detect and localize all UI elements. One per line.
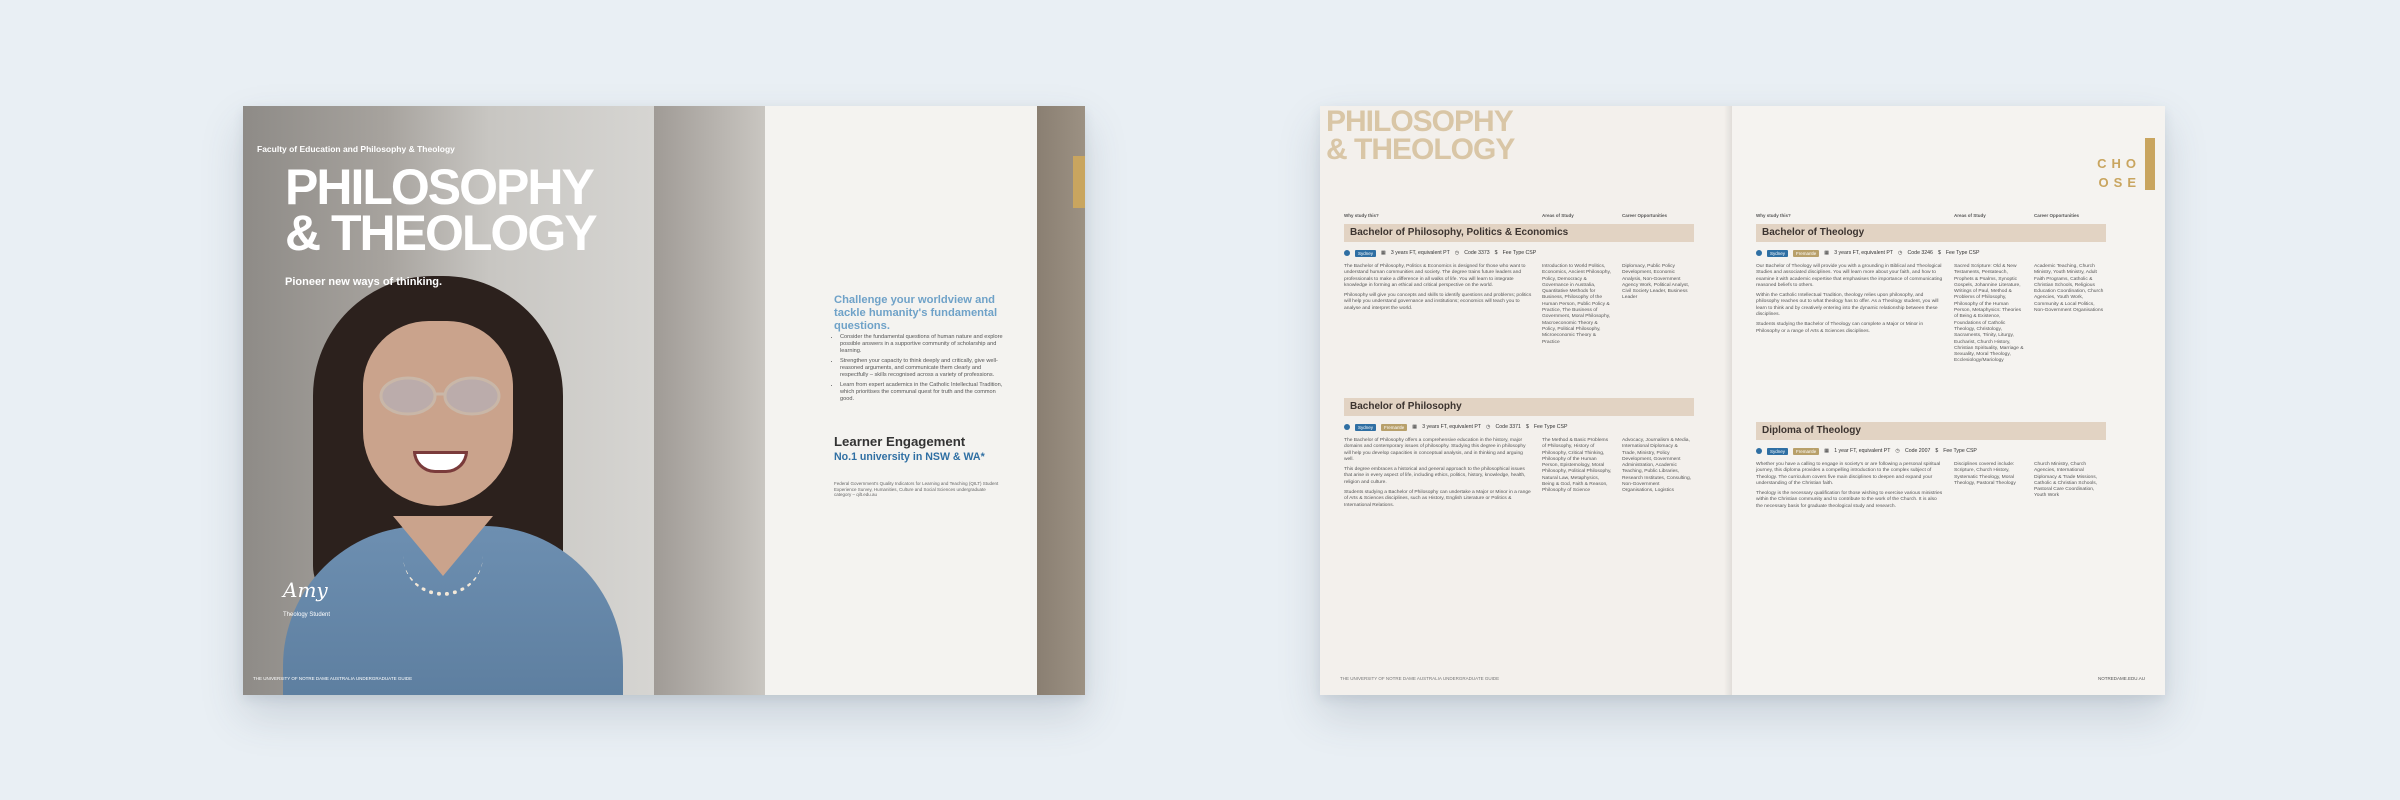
career-opportunities: Academic Teaching, Church Ministry, Youth Ministry, Adult Faith Programs, Catholic & Christian Schools, Religious Education Coordination, Church Agencies, Youth Work, Community & Local Politics, Non-Government Organisations xyxy=(2034,264,2104,314)
program-title: Bachelor of Philosophy, Politics & Economics xyxy=(1344,224,1694,242)
col-head-careers: Career Opportunities xyxy=(1622,213,1668,218)
cover-title-line1: PHILOSOPHY xyxy=(285,159,593,215)
description-para: The Bachelor of Philosophy offers a comprehensive education in the history, major domains and contemporary issues of philosophy. Studying this degree in philosophy will help you develop capacities in conceptual analysis, and in thinking and arguing well. xyxy=(1344,438,1526,462)
program-meta xyxy=(1344,420,1694,434)
campus-tag: Sydney xyxy=(1767,250,1788,257)
engagement-subtitle: No.1 university in NSW & WA* xyxy=(834,451,985,463)
duration-text: 3 years FT, equivalent PT xyxy=(1390,250,1450,256)
program-block xyxy=(1756,422,2106,514)
program-description xyxy=(1344,438,1532,513)
fee-icon: $ xyxy=(1935,448,1939,454)
areas-of-study: Sacred Scripture: Old & New Testaments, Pentateuch, Prophets & Psalms, Synoptic Gospels, Johannine Literature, Writings of Paul, Method & Problems of Philosophy, Philosophy of the Human Person, Metaphysics: Theories of Being & Existence, Foundations of Catholic Theology, Christology, Sacraments, Trinity, Liturgy, Eucharist, Church History, Christian Spirituality, Marriage & Sexuality, Moral Theology, Ecclesiology/Mariology xyxy=(1954,264,2024,364)
section-title xyxy=(1326,108,1514,164)
student-signature: Amy xyxy=(283,578,328,602)
section-tab xyxy=(2145,138,2155,190)
glasses-graphic xyxy=(370,374,510,419)
location-icon xyxy=(1756,250,1762,256)
description-para: Within the Catholic Intellectual Tradition, theology relies upon philosophy, and philosophy reaches out to what theology has to offer. As a Theology student, you will learn to think and by creatively entering into the dynamic relationship between these disciplines. xyxy=(1756,293,1939,318)
career-opportunities: Church Ministry, Church Agencies, International Diplomacy & Trade Missions, Catholic & Christian Schools, Pastoral Care Coordination, Youth Work xyxy=(2034,462,2098,499)
description-para: The Bachelor of Philosophy, Politics & Economics is designed for those who want to understand human communities and society. The degree trains future leaders and professionals to make a difference in all walks of life. You will learn to integrate knowledge in forming an ethical and critical perspective on the world. xyxy=(1344,264,1526,288)
duration-text: 3 years FT, equivalent PT xyxy=(1422,424,1482,430)
page-footer: NOTREDAME.EDU.AU xyxy=(2097,676,2145,681)
location-icon xyxy=(1344,250,1350,256)
fee-icon: $ xyxy=(1525,424,1529,430)
intro-bullets xyxy=(834,334,1004,406)
engagement-title: Learner Engagement xyxy=(834,434,966,449)
program-title: Diploma of Theology xyxy=(1756,422,2106,440)
calendar-icon: ▦ xyxy=(1824,250,1830,256)
location-icon xyxy=(1344,424,1350,430)
fee-type: Fee Type CSP xyxy=(1533,424,1568,430)
faculty-label: Faculty of Education and Philosophy & Theology xyxy=(257,144,455,154)
description-para: Whether you have a calling to engage in society's or are following a personal spiritual journey, this diploma provides a compelling introduction to the complex subject of Theology. The curriculum covers five main disciplines to deepen and expand your understanding of the Christian faith. xyxy=(1756,462,1941,486)
cover-page xyxy=(243,106,654,695)
bullet-item: • Consider the fundamental questions of human nature and explore possible answers in a supportive community of scholarship and learning. xyxy=(840,334,1004,355)
description-para: Theology is the necessary qualification for those wishing to exercise various ministries within the Christian community and to contribute to the work of the Church. It is also the necessary basis for graduate theological study and research. xyxy=(1756,491,1943,509)
code-icon: ◷ xyxy=(1454,250,1460,256)
engagement-footnote: Federal Government's Quality Indicators for Learning and Teaching (QILT) Student Experience Survey, Humanities, Culture and Social Sciences undergraduate category – qilt.edu.au xyxy=(834,481,999,497)
brochure-spread-intro xyxy=(243,106,1085,695)
calendar-icon: ▦ xyxy=(1381,250,1386,256)
program-meta xyxy=(1344,246,1694,260)
description-para: Students studying the Bachelor of Theology can complete a Major or Minor in Philosophy or a range of Arts & Sciences disciplines. xyxy=(1756,322,1924,334)
career-opportunities: Advocacy, Journalism & Media, International Diplomacy & Trade, Ministry, Policy Development, Government Administration, Academic Teaching, Public Libraries, Research Institutes, Consulting, Non-Government Organisations, Logistics xyxy=(1622,438,1692,494)
calendar-icon: ▦ xyxy=(1824,448,1830,454)
programs-left-page xyxy=(1320,106,1732,695)
cover-tagline: Pioneer new ways of thinking. xyxy=(285,276,443,288)
calendar-icon: ▦ xyxy=(1412,424,1418,430)
code-icon: ◷ xyxy=(1895,448,1900,454)
cover-title-line2: & THEOLOGY xyxy=(285,205,596,261)
campus-tag: Fremantle xyxy=(1793,448,1819,455)
program-description xyxy=(1344,264,1532,346)
duration-text: 3 years FT, equivalent PT xyxy=(1834,250,1894,256)
section-title-line2: & THEOLOGY xyxy=(1326,133,1515,166)
program-block xyxy=(1344,398,1694,513)
col-head-why: Why study this? xyxy=(1756,213,1791,218)
course-code: Code 3371 xyxy=(1495,424,1521,430)
col-head-careers: Career Opportunities xyxy=(2034,213,2080,218)
fee-type: Fee Type CSP xyxy=(1945,250,1980,256)
description-para: Philosophy will give you concepts and skills to identify questions and problems; politics will help you understand governance and institutions; economics will teach you to analyse and interpret the world. xyxy=(1344,293,1532,311)
choose-heading xyxy=(2097,154,2141,192)
intro-page xyxy=(654,106,1085,695)
bullet-item: • Learn from expert academics in the Catholic Intellectual Tradition, which prioritises the communal quest for truth and the common good. xyxy=(840,382,1004,403)
career-opportunities: Diplomacy, Public Policy Development, Economic Analysis, Non-Government Agency Work, Political Analyst, Civil Society Leader, Business Leader xyxy=(1622,264,1690,301)
program-meta xyxy=(1756,246,2106,260)
campus-tag: Sydney xyxy=(1355,250,1376,257)
program-block xyxy=(1344,224,1694,346)
bullet-item: • Strengthen your capacity to think deeply and critically, give well-reasoned arguments, and communicate them clearly and respectfully – skills recognised across a variety of professions. xyxy=(840,358,1004,379)
fee-type: Fee Type CSP xyxy=(1502,250,1537,256)
course-code: Code 3246 xyxy=(1907,250,1933,256)
section-title-line1: PHILOSOPHY xyxy=(1326,106,1513,138)
campus-tag: Fremantle xyxy=(1793,250,1819,257)
description-para: This degree embraces a historical and general approach to the philosophical issues that arise in every aspect of life, including ethics, politics, history, knowledge, health, religion and culture. xyxy=(1344,467,1526,485)
campus-tag: Sydney xyxy=(1355,424,1376,431)
fee-icon: $ xyxy=(1937,250,1941,256)
programs-right-page xyxy=(1732,106,2165,695)
choose-line2: OSE xyxy=(2098,175,2141,190)
description-para: Our Bachelor of Theology will provide you with a grounding in Biblical and Theological Studies and associated disciplines. You will learn more about your faith, and how to examine it with academic expertise that emphasises the importance of communicating reasoned beliefs to others. xyxy=(1756,264,1943,288)
fee-icon: $ xyxy=(1494,250,1498,256)
page-footer: THE UNIVERSITY OF NOTRE DAME AUSTRALIA UNDERGRADUATE GUIDE xyxy=(1340,676,1500,681)
intro-headline: Challenge your worldview and tackle humanity's fundamental questions. xyxy=(834,294,998,332)
areas-of-study: Introduction to World Politics, Economics, Ancient Philosophy, Policy, Democracy & Governance in Australia, Quantitative Methods for Business, Philosophy of the Human Person, Public Policy & Practice, The Business of Government, Moral Philosophy, Macroeconomic Theory & Policy, Political Philosophy, Microeconomic Theory & Practice xyxy=(1542,264,1611,345)
duration-text: 1 year FT, equivalent PT xyxy=(1834,448,1891,454)
fee-type: Fee Type CSP xyxy=(1943,448,1977,454)
photo-continuation xyxy=(654,106,765,695)
location-icon xyxy=(1756,448,1762,454)
code-icon: ◷ xyxy=(1486,424,1491,430)
col-head-areas: Areas of Study xyxy=(1542,213,1574,218)
program-title: Bachelor of Theology xyxy=(1756,224,2106,242)
page-footer: THE UNIVERSITY OF NOTRE DAME AUSTRALIA UNDERGRADUATE GUIDE xyxy=(253,676,413,681)
program-description xyxy=(1756,264,1944,365)
course-code: Code 3373 xyxy=(1464,250,1490,256)
brochure-spread-programs xyxy=(1320,106,2165,695)
col-head-areas: Areas of Study xyxy=(1954,213,1986,218)
program-block xyxy=(1756,224,2106,365)
col-head-why: Why study this? xyxy=(1344,213,1379,218)
description-para: Students studying a Bachelor of Philosophy can undertake a Major or Minor in a range of Arts & Sciences disciplines, such as History, English Literature or Politics & International Relations. xyxy=(1344,490,1531,508)
campus-tag: Sydney xyxy=(1767,448,1788,455)
areas-of-study: Disciplines covered include: Scripture, Church History, Systematic Theology, Moral Theology, Pastoral Theology xyxy=(1954,462,2016,486)
campus-tag: Fremantle xyxy=(1381,424,1407,431)
choose-line1: CHO xyxy=(2097,156,2141,171)
program-description xyxy=(1756,462,1944,514)
student-caption: Theology Student xyxy=(283,612,331,618)
code-icon: ◷ xyxy=(1898,250,1903,256)
areas-of-study: The Method & Basic Problems of Philosophy, History of Philosophy, Critical Thinking, Philosophy of the Human Person, Epistemology, Moral Philosophy, Political Philosophy, Natural Law, Metaphysics, Being & God, Faith & Reason, Philosophy of Science xyxy=(1542,438,1612,494)
cover-title xyxy=(285,159,596,261)
program-meta xyxy=(1756,444,2106,458)
program-title: Bachelor of Philosophy xyxy=(1344,398,1694,416)
course-code: Code 2007 xyxy=(1904,448,1931,454)
section-tab xyxy=(1073,156,1085,208)
